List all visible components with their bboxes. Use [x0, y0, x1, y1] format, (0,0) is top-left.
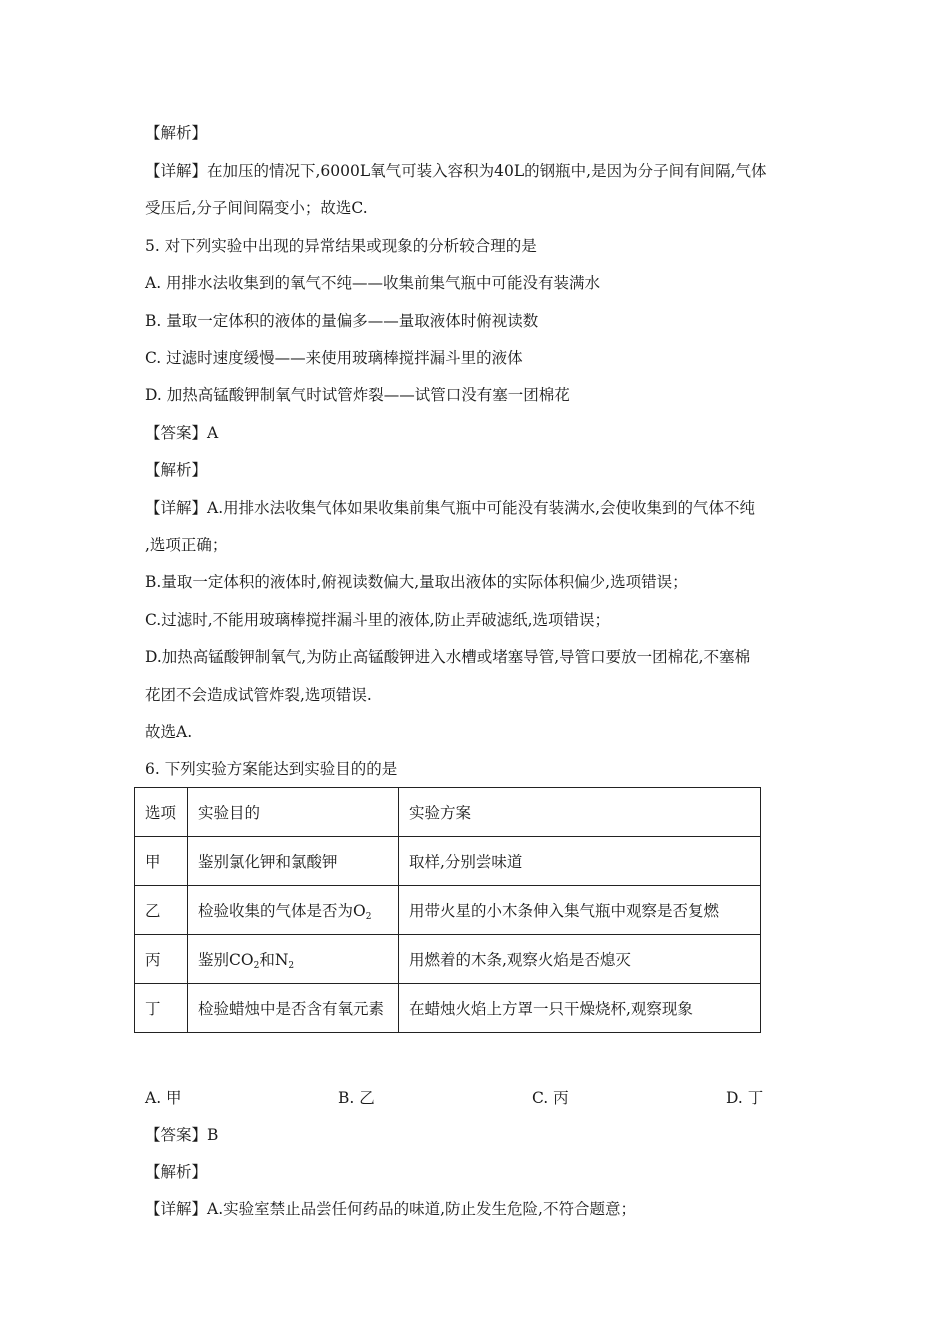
subscript: 2 [365, 912, 372, 922]
table-row [135, 984, 761, 1033]
table-cell-option: 甲 [135, 837, 188, 886]
detail-text: 故选A. [145, 723, 193, 741]
table-cell-plan: 用燃着的木条,观察火焰是否熄灭 [399, 935, 761, 984]
question-6-choice-c: C. 丙 [532, 1089, 569, 1107]
purpose-text: 和N [259, 951, 289, 969]
table-header-cell: 选项 [135, 788, 188, 837]
detail-text: 【详解】A.实验室禁止品尝任何药品的味道,防止发生危险,不符合题意； [145, 1200, 636, 1218]
experiment-table [134, 787, 761, 1033]
question-5-option-a: A. 用排水法收集到的氧气不纯——收集前集气瓶中可能没有装满水 [145, 274, 601, 292]
question-5-option-c: C. 过滤时速度缓慢——来使用玻璃棒搅拌漏斗里的液体 [145, 349, 523, 367]
question-6-choice-d: D. 丁 [726, 1089, 764, 1107]
answer-label: 【答案】A [145, 424, 219, 442]
answer-label: 【答案】B [145, 1126, 219, 1144]
table-cell-option: 丁 [135, 984, 188, 1033]
table-cell-purpose [188, 935, 399, 984]
subscript: 2 [253, 961, 260, 971]
table-header-row [135, 788, 761, 837]
analysis-label: 【解析】 [145, 1163, 208, 1181]
detail-text: D.加热高锰酸钾制氧气,为防止高锰酸钾进入水槽或堵塞导管,导管口要放一团棉花,不塞棉 [145, 648, 751, 666]
question-5-stem: 5. 对下列实验中出现的异常结果或现象的分析较合理的是 [145, 237, 537, 255]
detail-text: 【详解】在加压的情况下,6000L氧气可装入容积为40L的钢瓶中,是因为分子间有间隔,气体 [145, 162, 767, 180]
detail-text: 花团不会造成试管炸裂,选项错误. [145, 686, 372, 704]
table-row [135, 837, 761, 886]
question-5-option-b: B. 量取一定体积的液体的量偏多——量取液体时俯视读数 [145, 312, 539, 330]
detail-text: B.量取一定体积的液体时,俯视读数偏大,量取出液体的实际体积偏少,选项错误； [145, 573, 688, 591]
detail-text: ,选项正确； [145, 536, 228, 554]
analysis-label: 【解析】 [145, 461, 208, 479]
detail-text: 受压后,分子间间隔变小；故选C. [145, 199, 368, 217]
detail-text: 【详解】A.用排水法收集气体如果收集前集气瓶中可能没有装满水,会使收集到的气体不纯 [145, 499, 756, 517]
table-header-cell: 实验目的 [188, 788, 399, 837]
purpose-text: 检验收集的气体是否为O [198, 902, 366, 920]
table-row [135, 935, 761, 984]
subscript: 2 [288, 961, 295, 971]
table-cell-option: 乙 [135, 886, 188, 935]
question-6-choice-a: A. 甲 [145, 1089, 182, 1107]
purpose-text: 鉴别CO [198, 951, 254, 969]
table-cell-plan: 在蜡烛火焰上方罩一只干燥烧杯,观察现象 [399, 984, 761, 1033]
table-cell-option: 丙 [135, 935, 188, 984]
table-cell-plan: 取样,分别尝味道 [399, 837, 761, 886]
detail-text: C.过滤时,不能用玻璃棒搅拌漏斗里的液体,防止弄破滤纸,选项错误； [145, 611, 611, 629]
analysis-label: 【解析】 [145, 124, 208, 142]
table-row [135, 886, 761, 935]
table-cell-plan: 用带火星的小木条伸入集气瓶中观察是否复燃 [399, 886, 761, 935]
question-5-option-d: D. 加热高锰酸钾制氧气时试管炸裂——试管口没有塞一团棉花 [145, 386, 570, 404]
table-cell-purpose [188, 886, 399, 935]
table-cell-purpose: 鉴别氯化钾和氯酸钾 [188, 837, 399, 886]
question-6-choice-b: B. 乙 [338, 1089, 375, 1107]
question-6-stem: 6. 下列实验方案能达到实验目的的是 [145, 760, 398, 778]
table-header-cell: 实验方案 [399, 788, 761, 837]
table-cell-purpose: 检验蜡烛中是否含有氧元素 [188, 984, 399, 1033]
